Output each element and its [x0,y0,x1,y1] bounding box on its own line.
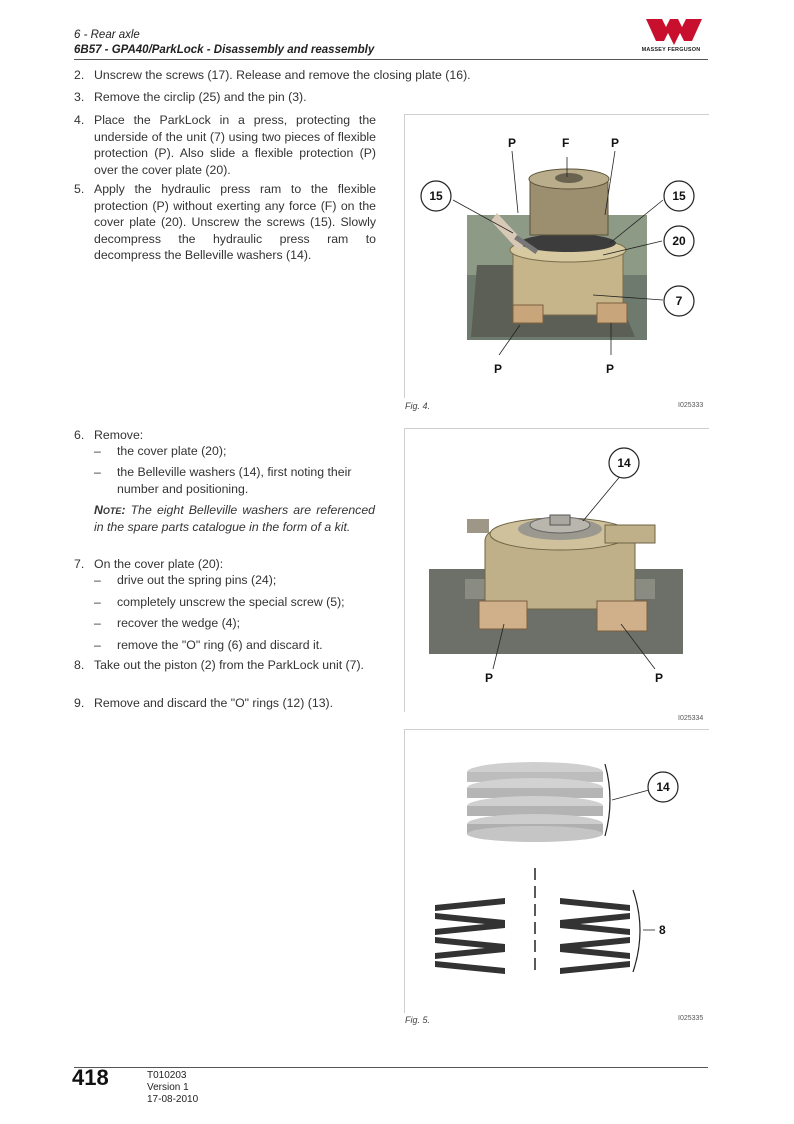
figure-id: I025334 [678,715,704,722]
label-p: P [655,671,664,685]
step-number: 4. [74,113,85,127]
figure-middle-illustration [405,429,709,712]
step-text: Remove: [94,428,144,442]
step-text: Take out the piston (2) from the ParkLock unit (7). [94,658,364,672]
figure-4-illustration [405,115,709,398]
figure-caption: Fig. 5. [405,1015,431,1025]
list-item-text: remove the "O" ring (6) and discard it. [117,638,323,652]
step-7 [74,556,379,573]
figure-5-illustration [405,730,709,1013]
bullet-dash: – [94,616,101,630]
list-item-text: drive out the spring pins (24); [117,573,277,587]
note-block [94,502,375,535]
callout-15: 15 [672,189,686,203]
list-item [94,615,384,632]
figure-id: I025335 [678,1015,704,1022]
step-number: 5. [74,182,85,196]
figure-caption: Fig. 4. [405,401,431,411]
note-text: The eight Belleville washers are referenced in the spare parts catalogue in the form of a kit. [94,503,375,534]
callout-14: 14 [656,780,670,794]
step-number: 9. [74,696,85,710]
label-p: P [508,136,517,150]
list-item-text: the cover plate (20); [117,444,227,458]
label-p: P [611,136,620,150]
list-item [94,594,384,611]
label-p: P [485,671,494,685]
figure-4-frame [404,114,709,398]
bullet-dash: – [94,595,101,609]
step-8 [74,657,379,691]
step-4 [74,112,379,182]
callout-7: 7 [675,294,683,308]
document-version: Version 1 [147,1082,189,1093]
page-number: 418 [72,1065,109,1090]
step-number: 7. [74,557,85,571]
label-p: P [606,362,615,376]
figure-5-frame [404,729,709,1013]
list-item [94,464,384,498]
page-title: 6B57 - GPA40/ParkLock - Disassembly and reassembly [74,44,375,56]
step-number: 8. [74,658,85,672]
list-item-text: recover the wedge (4); [117,616,241,630]
step-text: Remove and discard the "O" rings (12) (13). [94,696,334,710]
step-text: On the cover plate (20): [94,557,224,571]
figure-id: I025333 [678,402,704,409]
document-date: 17-08-2010 [147,1094,199,1105]
list-item-text: the Belleville washers (14), first noting their number and positioning. [117,465,352,496]
step-text: Place the ParkLock in a press, protecting the underside of the unit (7) using two pieces of flexible protection (P). Also slide a flexible protection (P) over the cover plate (20). [94,113,376,177]
bullet-dash: – [94,465,101,479]
step-number: 6. [74,428,85,442]
label-p: P [494,362,503,376]
step-6 [74,427,379,444]
callout-20: 20 [672,234,686,248]
bullet-dash: – [94,638,101,652]
figure-middle-frame [404,428,709,712]
step-text: Unscrew the screws (17). Release and remove the closing plate (16). [94,68,471,82]
step-9 [74,695,379,712]
callout-15: 15 [429,189,443,203]
footer-rule [74,1067,708,1068]
list-item-text: completely unscrew the special screw (5); [117,595,345,609]
step-text: Remove the circlip (25) and the pin (3). [94,90,307,104]
step-number: 3. [74,90,85,104]
section-heading: 6 - Rear axle [74,29,140,41]
callout-8: 8 [659,923,666,937]
callout-14: 14 [617,456,631,470]
step-text: Apply the hydraulic press ram to the flexible protection (P) without exerting any force (F) on the cover plate (20). Unscrew the screws (15). Slowly decompress the hydraulic press ram to decompress the Belleville washers (14). [94,182,376,262]
step-5 [74,181,379,266]
label-f: F [562,136,570,150]
step-number: 2. [74,68,85,82]
note-label: Note: [94,503,126,517]
list-item [94,572,384,589]
document-code: T010203 [147,1070,187,1081]
bullet-dash: – [94,444,101,458]
list-item [94,443,384,460]
header-rule [74,59,708,60]
list-item [94,637,384,654]
brand-name: MASSEY FERGUSON [641,47,701,53]
bullet-dash: – [94,573,101,587]
